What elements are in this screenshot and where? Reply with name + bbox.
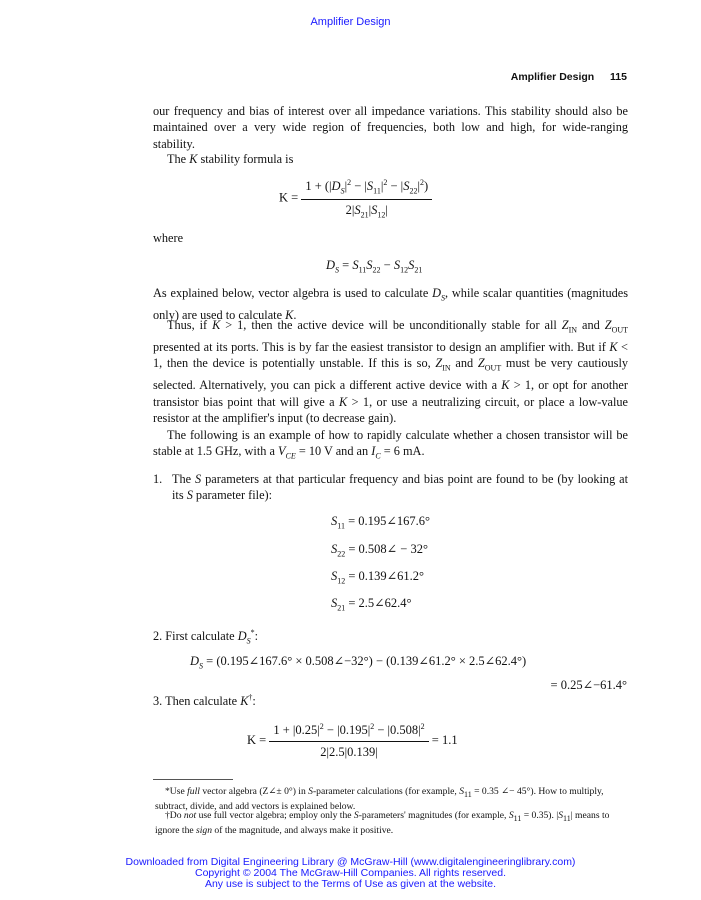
equation-k-calc-fraction [269,722,428,760]
equation-k-calc-result: = 1.1 [431,732,458,747]
equation-k-fraction [301,178,432,219]
equation-k-denominator: $2|S_{21}|S_{12}|$ [345,202,388,220]
equation-k-calc-numerator: $1 + |0.25|^2 - |0.195|^2 - |0.508|^2$ [269,722,428,742]
equation-ds-result: = 0.25∠−61.4° [550,678,627,692]
step-1-text: The S parameters at that particular frequency and bias point are found to be (by looking at its S parameter file): [172,472,629,503]
equation-k [279,178,432,219]
paragraph-5: The following is an example of how to rapidly calculate whether a chosen transistor will be stable at 1.5 GHz, with a $V_{CE} = 10$ V and an $I_C = 6$ mA. [153,428,628,461]
step-1-number: 1. [153,472,163,486]
equation-k-calc-denominator: 2|2.5|0.139| [320,745,378,760]
running-head [511,71,627,83]
footnote-1: *Use full vector algebra (Z∠± 0°) in S-parameter calculations (for example, $S_{11} = 0.35$ ∠− 45°). How to multiply, subtract, divide, and add vectors is explained below. [155,786,604,813]
where-label: where [153,231,184,245]
footer-download-link[interactable]: Downloaded from Digital Engineering Library @ McGraw-Hill (www.digitalengineeringlibrary.com) [125,856,576,868]
footer-copyright[interactable]: Copyright © 2004 The McGraw-Hill Companies. All rights reserved. [195,867,506,879]
footnote-2: †Do not use full vector algebra; employ only the S-parameters' magnitudes (for example, $S_{11} = 0.35$). $|S_{11}|$ means to ignore the sign of the magnitude, and always make it positive. [155,810,610,837]
step-3-number: 3. [153,694,163,709]
equation-k-calc-lhs: K = [247,732,267,747]
equation-k-numerator: $1 + (|D_S|^2 - |S_{11}|^2 - |S_{22}|^2)$ [301,178,432,200]
paragraph-4: Thus, if K > 1, then the active device will be unconditionally stable for all $Z_{IN}$ and $Z_{OUT}$ presented at its ports. This is by far the easiest transistor to design an amplifier with. But if K < 1, then the device is potentially unstable. If this is so, $Z_{IN}$ and $Z_{OUT}$ must be very cautiously selected. Alternatively, you can pick a different active device with a K > 1, or opt for another transistor bias point that will give a K > 1, or use a neutralizing circuit, or place a low-value resistor at the amplifier's input (to decrease gain). [153,318,629,425]
top-header[interactable]: Amplifier Design [310,16,391,28]
footnote-divider [153,779,233,780]
s-param-s21: $S_{21}$ = 2.5∠62.4° [331,596,412,613]
equation-ds: $D_S = S_{11}S_{22} - S_{12}S_{21}$ [326,258,423,275]
step-2-number: 2. [153,629,163,644]
footer-terms-link[interactable]: Any use is subject to the Terms of Use as given at the website. [204,878,497,890]
equation-ds-calc: $D_S$ = (0.195∠167.6° × 0.508∠−32°) − (0.139∠61.2° × 2.5∠62.4°) [190,654,527,671]
paragraph-1: our frequency and bias of interest over all impedance variations. This stability should also be maintained over a very wide region of frequencies, both low and high, for wide-ranging stability. [153,104,628,151]
s-param-s22: $S_{22}$ = 0.508∠ − 32° [331,542,428,559]
equation-k-lhs: K = [279,190,299,205]
paragraph-3: As explained below, vector algebra is used to calculate $D_S$, while scalar quantities (magnitudes only) are used to calculate K. [153,286,628,322]
paragraph-2: The K stability formula is [167,152,294,166]
step-1 [153,471,628,504]
s-param-s11: $S_{11}$ = 0.195∠167.6° [331,514,430,531]
step-3: 3. Then calculate K†: [153,693,256,709]
page-number: 115 [610,71,627,83]
equation-k-calc [247,722,458,760]
running-head-title: Amplifier Design [510,71,595,83]
step-2: 2. First calculate $D_S^*$: [153,628,259,646]
s-param-s12: $S_{12}$ = 0.139∠61.2° [331,569,425,586]
